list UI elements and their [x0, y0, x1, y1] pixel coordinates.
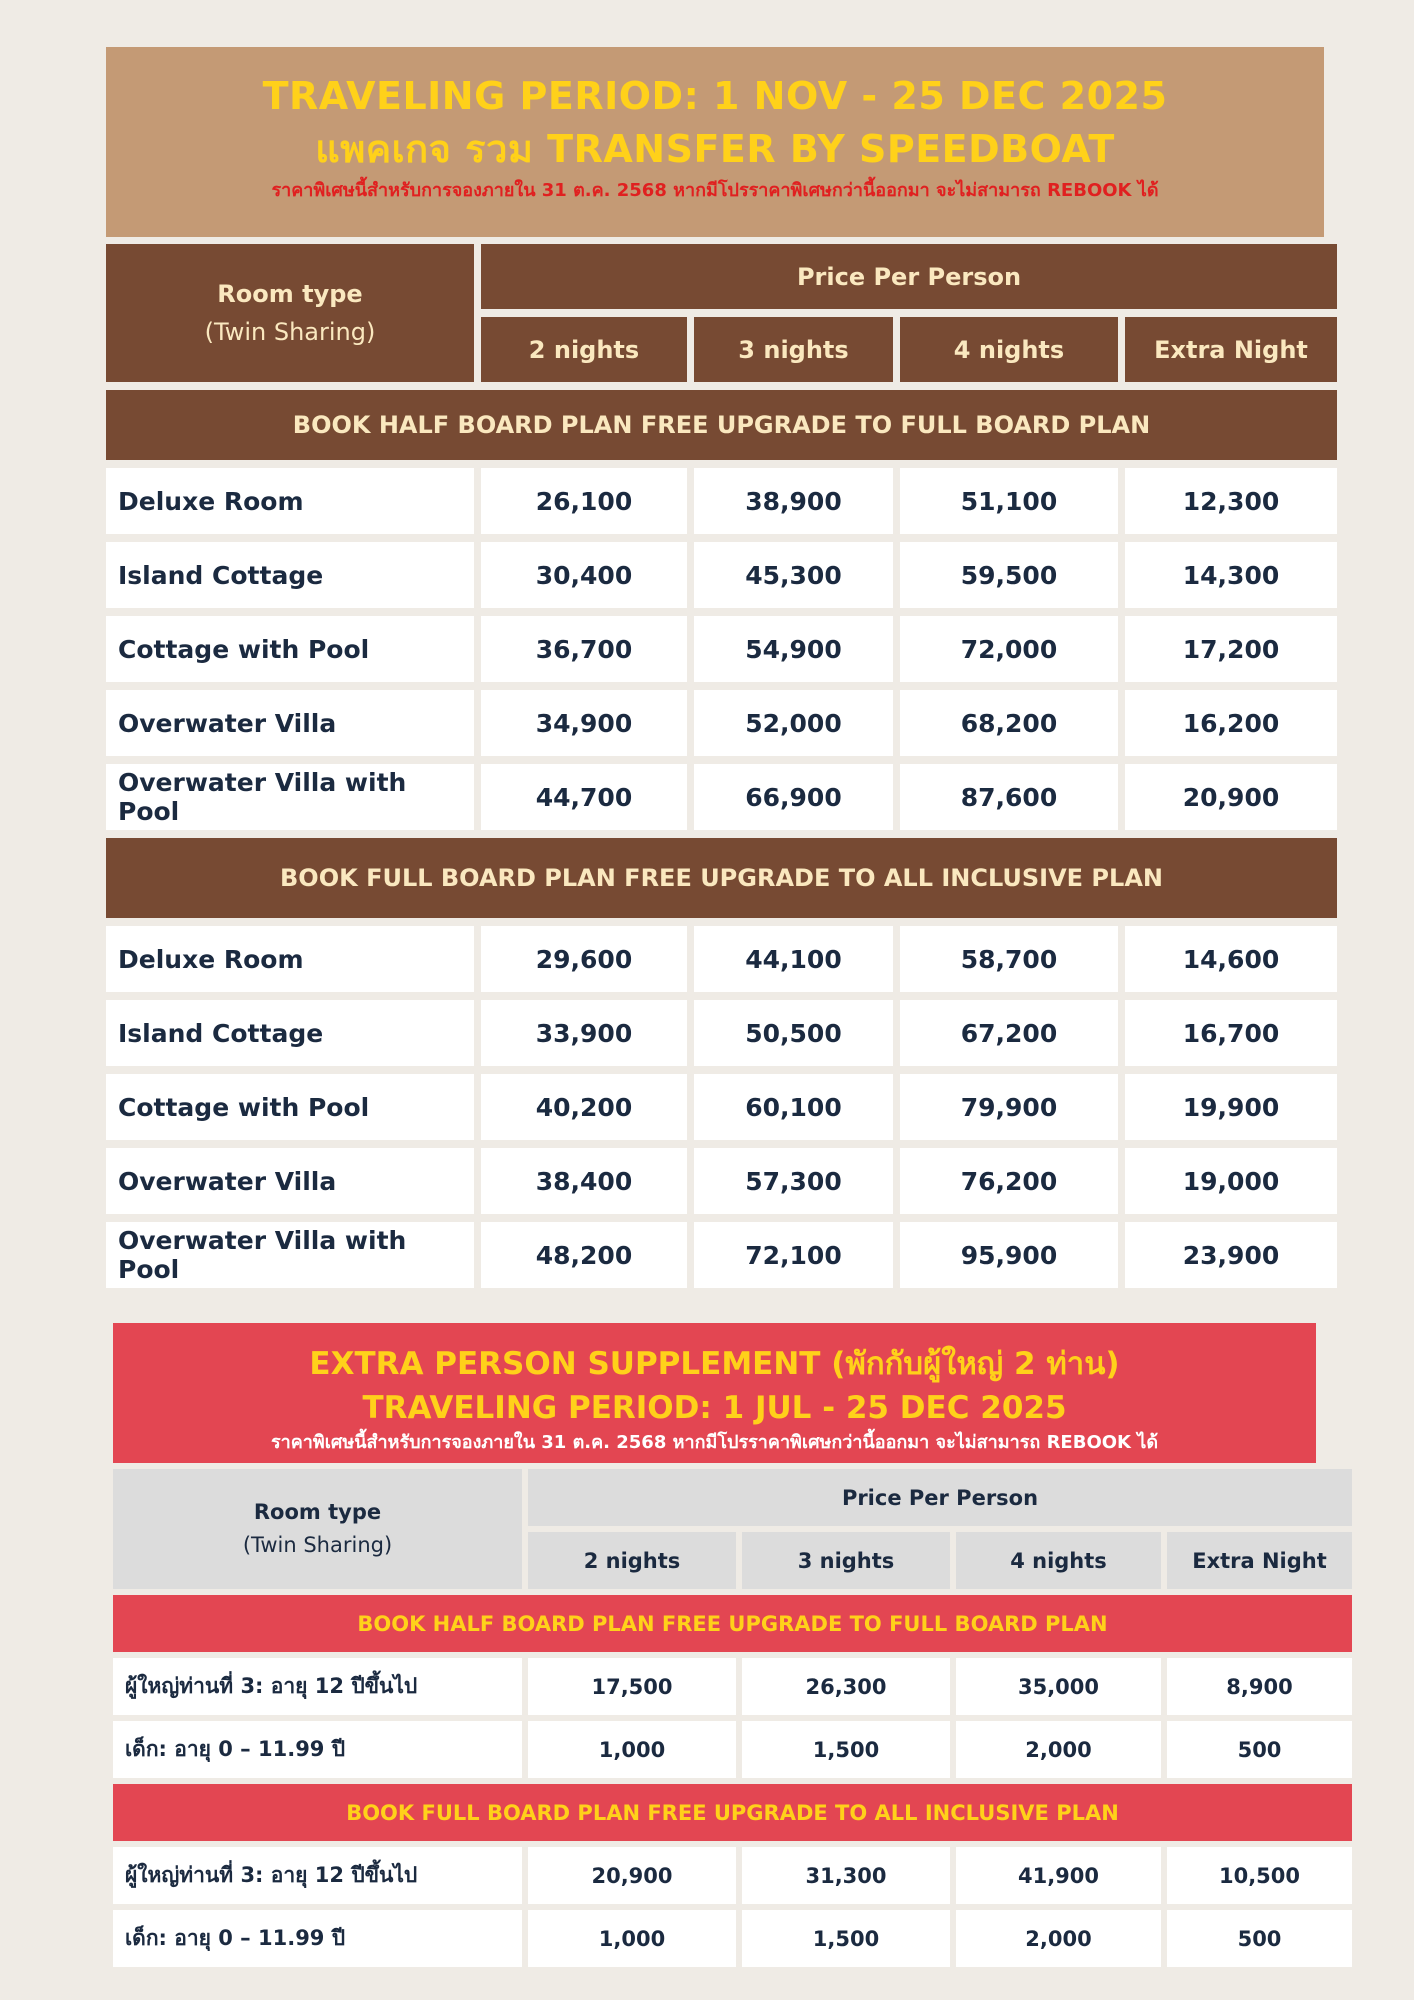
- price-2-nights: 29,600: [481, 926, 687, 992]
- price-4-nights: 68,200: [900, 690, 1118, 756]
- price-extra-night: 14,300: [1125, 542, 1337, 608]
- price-2-nights: 36,700: [481, 616, 687, 682]
- package-price-section: [106, 47, 1324, 1296]
- room-type-label: Room type: [253, 1500, 382, 1524]
- price-4-nights: 79,900: [900, 1074, 1118, 1140]
- price-3-nights: 57,300: [694, 1148, 893, 1214]
- col-extra-night: Extra Night: [1125, 317, 1337, 382]
- price-3-nights: 1,500: [742, 1721, 950, 1778]
- price-4-nights: 2,000: [956, 1721, 1161, 1778]
- price-extra-night: 19,900: [1125, 1074, 1337, 1140]
- room-type-header: [106, 244, 474, 382]
- price-3-nights: 1,500: [742, 1910, 950, 1967]
- extra-person-header-banner: [113, 1323, 1316, 1463]
- price-3-nights: 50,500: [694, 1000, 893, 1066]
- room-name: Overwater Villa: [106, 690, 474, 756]
- price-extra-night: 20,900: [1125, 764, 1337, 830]
- price-2-nights: 44,700: [481, 764, 687, 830]
- price-2-nights: 30,400: [481, 542, 687, 608]
- price-3-nights: 26,300: [742, 1658, 950, 1715]
- extra-person-period-title: TRAVELING PERIOD: 1 JUL - 25 DEC 2025: [362, 1390, 1067, 1426]
- table-row: [106, 1148, 1337, 1214]
- price-3-nights: 52,000: [694, 690, 893, 756]
- price-2-nights: 17,500: [528, 1658, 736, 1715]
- room-name: Island Cottage: [106, 1000, 474, 1066]
- table-row: [106, 1222, 1337, 1288]
- table-row: [106, 616, 1337, 682]
- price-extra-night: 500: [1167, 1910, 1352, 1967]
- price-4-nights: 59,500: [900, 542, 1118, 608]
- table-row: [106, 468, 1337, 534]
- room-name: Cottage with Pool: [106, 1074, 474, 1140]
- price-3-nights: 66,900: [694, 764, 893, 830]
- price-2-nights: 48,200: [481, 1222, 687, 1288]
- price-4-nights: 35,000: [956, 1658, 1161, 1715]
- price-extra-night: 8,900: [1167, 1658, 1352, 1715]
- full-board-plan-band: BOOK FULL BOARD PLAN FREE UPGRADE TO ALL INCLUSIVE PLAN: [113, 1784, 1352, 1841]
- price-4-nights: 41,900: [956, 1847, 1161, 1904]
- price-2-nights: 40,200: [481, 1074, 687, 1140]
- price-4-nights: 51,100: [900, 468, 1118, 534]
- room-type-label: Room type: [217, 280, 363, 308]
- room-name: Island Cottage: [106, 542, 474, 608]
- col-4-nights: 4 nights: [956, 1532, 1161, 1589]
- price-4-nights: 2,000: [956, 1910, 1161, 1967]
- price-extra-night: 10,500: [1167, 1847, 1352, 1904]
- guest-type: เด็ก: อายุ 0 – 11.99 ปี: [113, 1910, 522, 1967]
- price-2-nights: 38,400: [481, 1148, 687, 1214]
- extra-person-condition-note: ราคาพิเศษนี้สำหรับการจองภายใน 31 ต.ค. 2568 หากมีโปรราคาพิเศษกว่านี้ออกมา จะไม่สามารถ REBOOK ได้: [270, 1432, 1159, 1453]
- price-2-nights: 34,900: [481, 690, 687, 756]
- twin-sharing-label: (Twin Sharing): [242, 1533, 393, 1557]
- price-extra-night: 12,300: [1125, 468, 1337, 534]
- price-2-nights: 20,900: [528, 1847, 736, 1904]
- price-3-nights: 72,100: [694, 1222, 893, 1288]
- guest-type: เด็ก: อายุ 0 – 11.99 ปี: [113, 1721, 522, 1778]
- table-row: [106, 542, 1337, 608]
- table-row: [106, 1000, 1337, 1066]
- table-row: [106, 926, 1337, 992]
- booking-condition-note: ราคาพิเศษนี้สำหรับการจองภายใน 31 ต.ค. 2568 หากมีโปรราคาพิเศษกว่านี้ออกมา จะไม่สามารถ REBOOK ได้: [271, 180, 1159, 201]
- room-name: Overwater Villa with Pool: [106, 1222, 474, 1288]
- room-name: Overwater Villa with Pool: [106, 764, 474, 830]
- room-name: Overwater Villa: [106, 1148, 474, 1214]
- room-name: Deluxe Room: [106, 926, 474, 992]
- package-transfer-title: แพคเกจ รวม TRANSFER BY SPEEDBOAT: [315, 127, 1115, 171]
- col-extra-night: Extra Night: [1167, 1532, 1352, 1589]
- price-3-nights: 45,300: [694, 542, 893, 608]
- table-row: [106, 1074, 1337, 1140]
- price-2-nights: 33,900: [481, 1000, 687, 1066]
- price-4-nights: 95,900: [900, 1222, 1118, 1288]
- extra-person-price-table: [107, 1463, 1358, 1973]
- price-4-nights: 76,200: [900, 1148, 1118, 1214]
- room-name: Deluxe Room: [106, 468, 474, 534]
- col-3-nights: 3 nights: [694, 317, 893, 382]
- price-per-person-header: Price Per Person: [481, 244, 1337, 309]
- half-board-plan-band: BOOK HALF BOARD PLAN FREE UPGRADE TO FULL BOARD PLAN: [106, 390, 1337, 460]
- traveling-period-title: TRAVELING PERIOD: 1 NOV - 25 DEC 2025: [262, 74, 1168, 118]
- price-extra-night: 23,900: [1125, 1222, 1337, 1288]
- table-row: [113, 1658, 1352, 1715]
- extra-person-title: EXTRA PERSON SUPPLEMENT (พักกับผู้ใหญ่ 2 ท่าน): [309, 1346, 1120, 1382]
- price-3-nights: 38,900: [694, 468, 893, 534]
- price-per-person-header: Price Per Person: [528, 1469, 1352, 1526]
- price-extra-night: 500: [1167, 1721, 1352, 1778]
- price-extra-night: 19,000: [1125, 1148, 1337, 1214]
- col-3-nights: 3 nights: [742, 1532, 950, 1589]
- half-board-plan-band: BOOK HALF BOARD PLAN FREE UPGRADE TO FULL BOARD PLAN: [113, 1595, 1352, 1652]
- col-2-nights: 2 nights: [528, 1532, 736, 1589]
- price-3-nights: 31,300: [742, 1847, 950, 1904]
- package-header-banner: [106, 47, 1324, 237]
- price-4-nights: 87,600: [900, 764, 1118, 830]
- price-2-nights: 1,000: [528, 1721, 736, 1778]
- guest-type: ผู้ใหญ่ท่านที่ 3: อายุ 12 ปีขึ้นไป: [113, 1847, 522, 1904]
- full-board-plan-band: BOOK FULL BOARD PLAN FREE UPGRADE TO ALL INCLUSIVE PLAN: [106, 838, 1337, 918]
- table-row: [113, 1847, 1352, 1904]
- table-row: [106, 690, 1337, 756]
- price-extra-night: 16,700: [1125, 1000, 1337, 1066]
- guest-type: ผู้ใหญ่ท่านที่ 3: อายุ 12 ปีขึ้นไป: [113, 1658, 522, 1715]
- twin-sharing-label: (Twin Sharing): [204, 318, 376, 346]
- price-4-nights: 58,700: [900, 926, 1118, 992]
- col-4-nights: 4 nights: [900, 317, 1118, 382]
- table-row: [106, 764, 1337, 830]
- price-3-nights: 60,100: [694, 1074, 893, 1140]
- price-2-nights: 26,100: [481, 468, 687, 534]
- room-name: Cottage with Pool: [106, 616, 474, 682]
- room-type-header: [113, 1469, 522, 1589]
- price-4-nights: 72,000: [900, 616, 1118, 682]
- col-2-nights: 2 nights: [481, 317, 687, 382]
- price-3-nights: 44,100: [694, 926, 893, 992]
- extra-person-section: [113, 1323, 1327, 1973]
- price-extra-night: 16,200: [1125, 690, 1337, 756]
- table-row: [113, 1721, 1352, 1778]
- table-row: [113, 1910, 1352, 1967]
- package-price-table: [99, 236, 1344, 1296]
- price-extra-night: 17,200: [1125, 616, 1337, 682]
- price-2-nights: 1,000: [528, 1910, 736, 1967]
- price-extra-night: 14,600: [1125, 926, 1337, 992]
- price-3-nights: 54,900: [694, 616, 893, 682]
- price-4-nights: 67,200: [900, 1000, 1118, 1066]
